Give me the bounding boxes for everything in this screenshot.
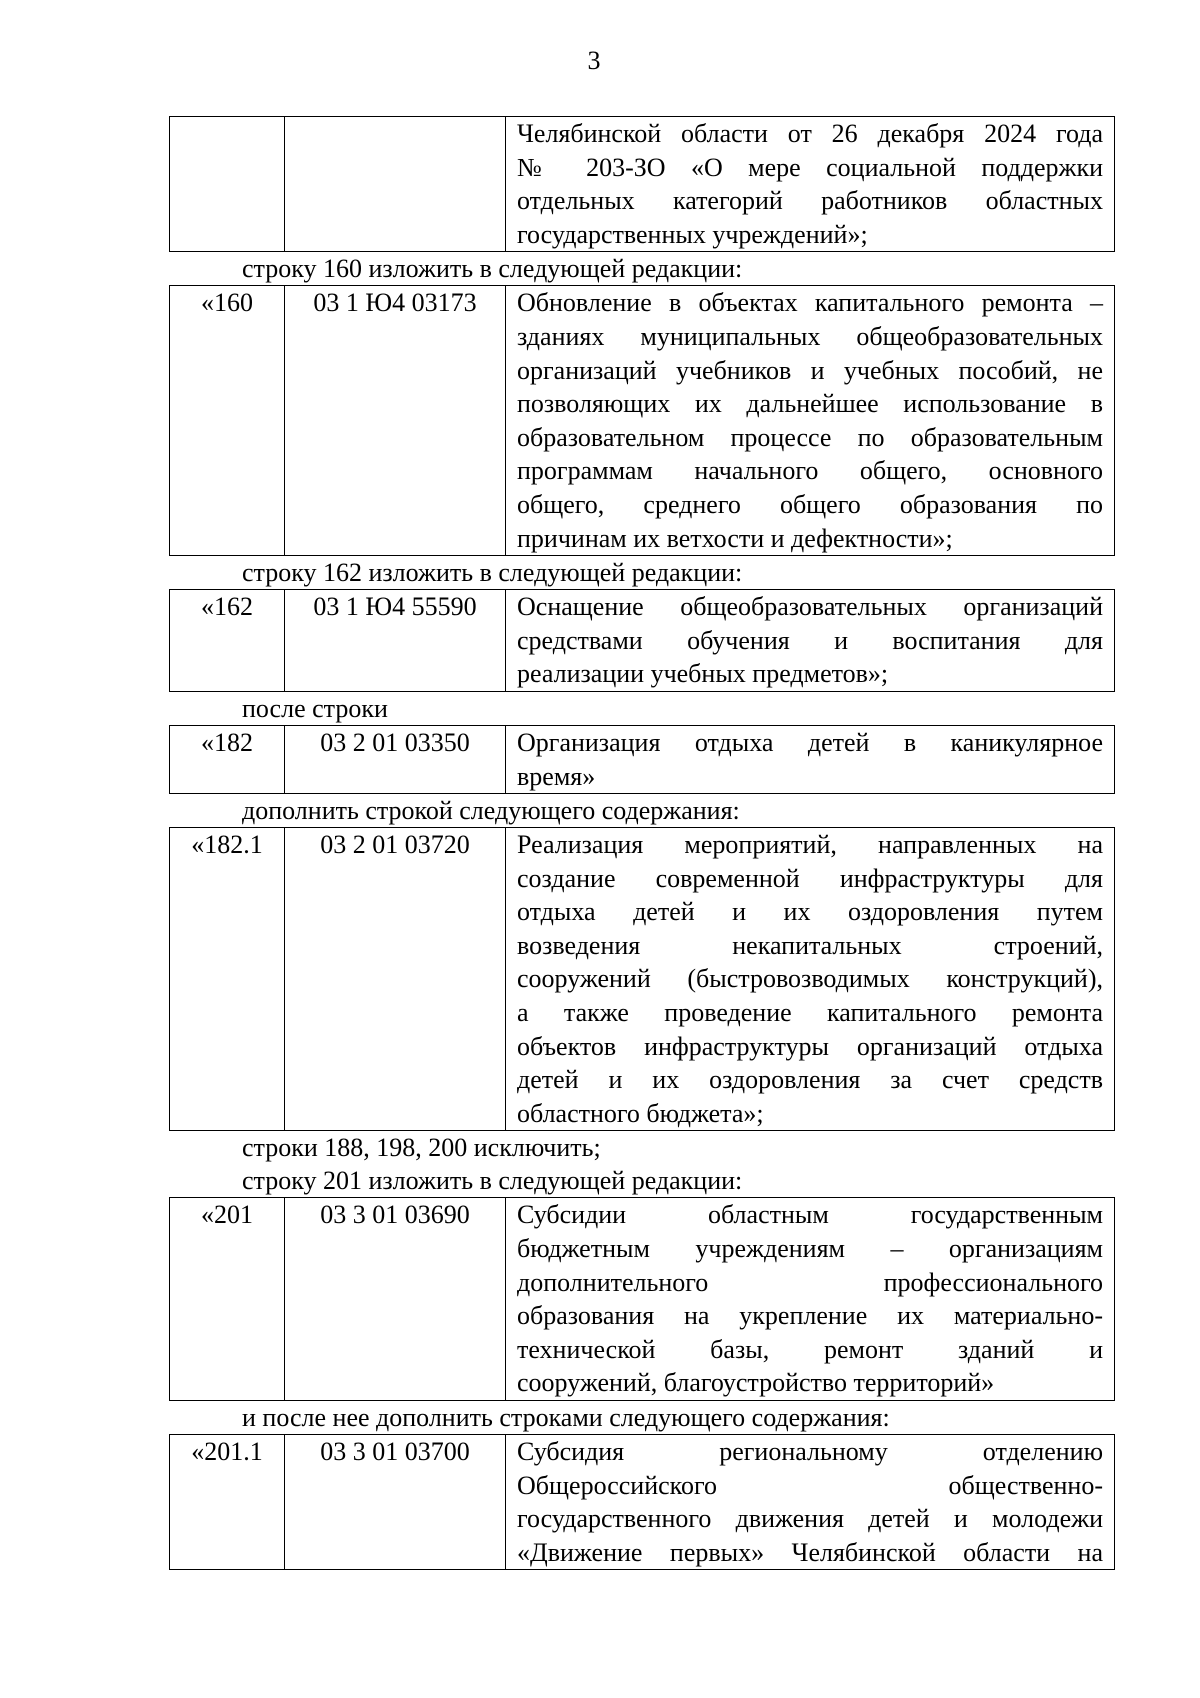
text-line: возведения некапитальных строений, [517, 930, 1103, 960]
table-row-201-1 [169, 1434, 1115, 1570]
table-row [170, 828, 1115, 1131]
row-number: «201.1 [170, 1435, 285, 1570]
description-cell [506, 828, 1115, 1131]
text-line: образовательном процессе по образовательным [517, 422, 1103, 452]
text-line: Реализация мероприятий, направленных на [517, 830, 1103, 860]
table-row [170, 117, 1115, 252]
table-row [170, 1198, 1115, 1401]
text-line: дополнительного профессионального [517, 1267, 1103, 1297]
table-row [170, 590, 1115, 692]
text-line: организаций учебников и учебных пособий, не [517, 355, 1103, 385]
text-line: государственного движения детей и молодежи [517, 1504, 1103, 1534]
table-row-162 [169, 589, 1115, 692]
text-line: «Движение первых» Челябинской области на [517, 1537, 1103, 1567]
row-code: 03 3 01 03700 [285, 1435, 506, 1570]
text-line: время» [517, 761, 596, 791]
instruction-text: строку 160 изложить в следующей редакции: [242, 254, 743, 284]
row-code: 03 2 01 03350 [285, 725, 506, 793]
row-code: 03 2 01 03720 [285, 828, 506, 1131]
text-line: Оснащение общеобразовательных организаций [517, 592, 1103, 622]
table-row-160 [169, 285, 1115, 556]
instruction-text: и после нее дополнить строками следующего содержания: [242, 1403, 890, 1432]
text-line: отдыха детей и их оздоровления путем [517, 897, 1103, 927]
text-line: создание современной инфраструктуры для [517, 863, 1103, 893]
row-number: «182 [170, 725, 285, 793]
text-line: объектов инфраструктуры организаций отдыха [517, 1031, 1103, 1061]
text-line: сооружений (быстровозводимых конструкций), [517, 964, 1103, 994]
description-cell [506, 1198, 1115, 1401]
text-line: № 203-ЗО «О мере социальной поддержки [517, 152, 1103, 182]
text-line: Субсидия региональному отделению [517, 1437, 1103, 1466]
code-cell [285, 117, 506, 252]
instruction-text: строки 188, 198, 200 исключить; [242, 1133, 601, 1163]
text-line: реализации учебных предметов»; [517, 659, 889, 689]
text-line: областного бюджета»; [517, 1098, 764, 1128]
description-cell [506, 590, 1115, 692]
row-code: 03 3 01 03690 [285, 1198, 506, 1401]
text-line: общего, среднего общего образования по [517, 489, 1103, 519]
table-row [170, 725, 1115, 793]
table-row [170, 1435, 1115, 1570]
table-row-182-1 [169, 827, 1115, 1131]
description-cell [506, 1435, 1115, 1570]
table-row [170, 286, 1115, 556]
text-line: Обновление в объектах капитального ремонта – [517, 288, 1103, 318]
table-row-201 [169, 1197, 1115, 1401]
row-code: 03 1 Ю4 55590 [285, 590, 506, 692]
text-line: сооружений, благоустройство территорий» [517, 1368, 995, 1398]
text-line: а также проведение капитального ремонта [517, 998, 1103, 1028]
text-line: Субсидии областным государственным [517, 1200, 1103, 1230]
page-number: 3 [587, 46, 601, 75]
text-line: Челябинской области от 26 декабря 2024 года [517, 119, 1103, 148]
row-code: 03 1 Ю4 03173 [285, 286, 506, 556]
text-line: бюджетным учреждениям – организациям [517, 1234, 1103, 1264]
document-body [169, 116, 1115, 1570]
row-number: «160 [170, 286, 285, 556]
instruction-text: строку 201 изложить в следующей редакции: [242, 1166, 743, 1196]
text-line: технической базы, ремонт зданий и [517, 1334, 1103, 1364]
num-cell [170, 117, 285, 252]
table-top-fragment [169, 116, 1115, 252]
text-line: Общероссийского общественно- [517, 1470, 1103, 1500]
row-number: «201 [170, 1198, 285, 1401]
instruction-text: после строки [242, 693, 388, 723]
text-line: позволяющих их дальнейшее использование в [517, 389, 1103, 419]
text-line: причинам их ветхости и дефектности»; [517, 523, 953, 553]
text-line: средствами обучения и воспитания для [517, 625, 1103, 655]
text-line: Организация отдыха детей в каникулярное [517, 727, 1103, 757]
instruction-text: дополнить строкой следующего содержания: [242, 796, 740, 826]
text-line: отдельных категорий работников областных [517, 186, 1103, 216]
description-cell [506, 286, 1115, 556]
text-line: образования на укрепление их материально- [517, 1301, 1103, 1331]
text-line: детей и их оздоровления за счет средств [517, 1065, 1103, 1095]
text-line: программам начального общего, основного [517, 456, 1103, 486]
row-number: «162 [170, 590, 285, 692]
text-line: государственных учреждений»; [517, 219, 868, 249]
text-line: зданиях муниципальных общеобразовательных [517, 321, 1103, 351]
description-cell [506, 117, 1115, 252]
instruction-text: строку 162 изложить в следующей редакции: [242, 558, 743, 588]
table-row-182 [169, 725, 1115, 794]
row-number: «182.1 [170, 828, 285, 1131]
description-cell [506, 725, 1115, 793]
